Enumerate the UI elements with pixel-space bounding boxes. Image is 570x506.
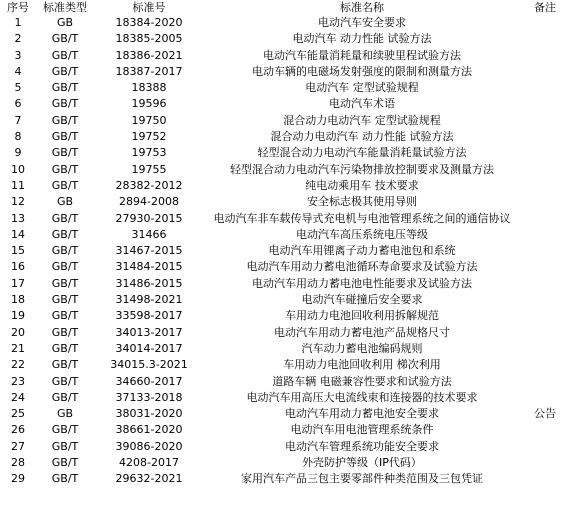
row-number: 34013-2017 (115, 325, 183, 339)
row-number: 34014-2017 (115, 341, 183, 355)
table-row (0, 276, 570, 292)
row-note (520, 113, 570, 129)
table-row (0, 194, 570, 210)
row-index: 24 (11, 390, 25, 404)
row-number: 31498-2021 (115, 293, 183, 307)
row-name: 车用动力电池回收利用 梯次利用 (283, 358, 441, 372)
table-row (0, 113, 570, 129)
row-type: GB (56, 407, 74, 421)
header-type: 标准类型 (43, 1, 87, 14)
row-type: GB/T (51, 423, 79, 437)
row-name: 车用动力电池回收利用拆解规范 (285, 309, 439, 323)
row-number: 29632-2021 (115, 472, 183, 486)
row-type: GB/T (51, 146, 79, 160)
row-note (520, 80, 570, 96)
row-number: 37133-2018 (115, 390, 183, 404)
table-row (0, 455, 570, 471)
row-type: GB/T (51, 227, 79, 241)
row-name: 电动汽车安全要求 (318, 16, 406, 29)
row-note (520, 471, 570, 487)
row-type: GB/T (51, 32, 79, 46)
table-row (0, 243, 570, 259)
row-number: 18384-2020 (115, 16, 183, 29)
row-type: GB/T (51, 130, 79, 144)
row-number: 19755 (131, 162, 167, 176)
row-name: 电动汽车 定型试验规程 (305, 81, 419, 95)
row-index: 27 (11, 439, 25, 453)
row-type: GB/T (51, 113, 79, 127)
row-type: GB/T (51, 48, 79, 62)
row-index: 1 (14, 16, 22, 29)
row-number: 28382-2012 (115, 178, 183, 192)
row-index: 17 (11, 276, 25, 290)
table-row (0, 162, 570, 178)
row-index: 26 (11, 423, 25, 437)
row-index: 11 (11, 178, 25, 192)
row-type: GB/T (51, 81, 79, 95)
table-row (0, 374, 570, 390)
row-note (520, 15, 570, 31)
row-note (520, 276, 570, 292)
row-note (520, 439, 570, 455)
row-type: GB/T (51, 374, 79, 388)
table-body (0, 15, 570, 488)
table-row (0, 439, 570, 455)
row-type: GB/T (51, 97, 79, 111)
row-number: 34015.3-2021 (110, 358, 188, 372)
row-number: 27930-2015 (115, 211, 183, 225)
row-name: 电动汽车用锂离子动力蓄电池包和系统 (268, 244, 456, 258)
table-row (0, 259, 570, 275)
row-index: 10 (11, 162, 25, 176)
row-note (520, 325, 570, 341)
row-name: 混合动力电动汽车 定型试验规程 (283, 113, 441, 127)
row-index: 18 (11, 293, 25, 307)
table-row (0, 325, 570, 341)
header-row (0, 0, 570, 15)
row-name: 电动汽车能量消耗量和续驶里程试验方法 (263, 48, 461, 62)
row-type: GB/T (51, 439, 79, 453)
row-type: GB/T (51, 309, 79, 323)
table-row (0, 145, 570, 161)
row-name: 电动汽车高压系统电压等级 (296, 227, 428, 241)
row-number: 31484-2015 (115, 260, 183, 274)
header-number: 标准号 (132, 1, 166, 14)
row-name: 电动汽车用电池管理系统条件 (290, 423, 434, 437)
row-note (520, 390, 570, 406)
row-type: GB (56, 16, 74, 29)
table-row (0, 211, 570, 227)
row-number: 33598-2017 (115, 309, 183, 323)
row-note (520, 227, 570, 243)
row-index: 28 (11, 456, 25, 470)
row-number: 39086-2020 (115, 439, 183, 453)
row-index: 8 (14, 130, 22, 144)
header-index: 序号 (7, 1, 29, 14)
row-index: 7 (14, 113, 22, 127)
row-note: 公告 (534, 407, 556, 421)
row-index: 16 (11, 260, 25, 274)
row-note (520, 259, 570, 275)
row-type: GB/T (51, 325, 79, 339)
table-row (0, 80, 570, 96)
table-row (0, 129, 570, 145)
row-index: 3 (14, 48, 22, 62)
row-note (520, 96, 570, 112)
table-row (0, 341, 570, 357)
row-index: 14 (11, 227, 25, 241)
row-index: 12 (11, 195, 25, 209)
row-name: 电动汽车碰撞后安全要求 (301, 293, 423, 307)
table-row (0, 178, 570, 194)
row-name: 汽车动力蓄电池编码规则 (301, 341, 423, 355)
row-type: GB/T (51, 260, 79, 274)
row-note (520, 194, 570, 210)
table-row (0, 406, 570, 422)
row-index: 25 (11, 407, 25, 421)
row-note (520, 211, 570, 227)
header-name: 标准名称 (340, 1, 384, 14)
row-number: 18385-2005 (115, 32, 183, 46)
row-name: 轻型混合动力电动汽车能量消耗量试验方法 (257, 146, 467, 160)
row-number: 4208-2017 (119, 456, 179, 470)
row-index: 20 (11, 325, 25, 339)
row-note (520, 129, 570, 145)
row-name: 电动汽车术语 (329, 97, 395, 111)
table-row (0, 31, 570, 47)
row-number: 19752 (131, 130, 167, 144)
row-name: 电动汽车用动力蓄电池循环寿命要求及试验方法 (246, 260, 478, 274)
row-type: GB (56, 195, 74, 209)
row-note (520, 292, 570, 308)
row-note (520, 178, 570, 194)
row-name: 电动汽车用动力蓄电池产品规格尺寸 (274, 325, 450, 339)
table-row (0, 48, 570, 64)
row-number: 2894-2008 (119, 195, 179, 209)
row-index: 6 (14, 97, 22, 111)
row-type: GB/T (51, 472, 79, 486)
row-note (520, 64, 570, 80)
row-note (520, 422, 570, 438)
row-number: 31486-2015 (115, 276, 183, 290)
row-number: 18388 (131, 81, 167, 95)
row-index: 15 (11, 244, 25, 258)
row-name: 轻型混合动力电动汽车污染物排放控制要求及测量方法 (230, 162, 494, 176)
row-name: 混合动力电动汽车 动力性能 试验方法 (270, 130, 454, 144)
table-row (0, 308, 570, 324)
row-note (520, 48, 570, 64)
table-row (0, 390, 570, 406)
row-number: 18387-2017 (115, 64, 183, 78)
row-name: 纯电动乘用车 技术要求 (305, 178, 419, 192)
row-number: 18386-2021 (115, 48, 183, 62)
row-index: 9 (14, 146, 22, 160)
row-note (520, 341, 570, 357)
row-name: 电动汽车 动力性能 试验方法 (292, 32, 432, 46)
table-row (0, 471, 570, 487)
row-number: 31466 (131, 227, 167, 241)
row-type: GB/T (51, 276, 79, 290)
row-type: GB/T (51, 162, 79, 176)
row-index: 23 (11, 374, 25, 388)
header-note: 备注 (534, 1, 556, 14)
row-type: GB/T (51, 456, 79, 470)
row-type: GB/T (51, 211, 79, 225)
row-name: 电动汽车用动力蓄电池电性能要求及试验方法 (252, 276, 472, 290)
row-name: 外壳防护等级（IP代码） (302, 456, 422, 470)
row-number: 38661-2020 (115, 423, 183, 437)
row-index: 19 (11, 309, 25, 323)
row-note (520, 308, 570, 324)
row-type: GB/T (51, 358, 79, 372)
row-note (520, 357, 570, 373)
row-note (520, 455, 570, 471)
table-row (0, 227, 570, 243)
row-number: 31467-2015 (115, 244, 183, 258)
row-note (520, 31, 570, 47)
row-name: 电动车辆的电磁场发射强度的限制和测量方法 (252, 64, 472, 78)
row-number: 19753 (131, 146, 167, 160)
row-type: GB/T (51, 64, 79, 78)
row-index: 2 (14, 32, 22, 46)
row-type: GB/T (51, 341, 79, 355)
row-note (520, 162, 570, 178)
table-row (0, 15, 570, 31)
table-row (0, 292, 570, 308)
row-index: 22 (11, 358, 25, 372)
row-type: GB/T (51, 178, 79, 192)
row-number: 34660-2017 (115, 374, 183, 388)
row-number: 19596 (131, 97, 167, 111)
table-row (0, 357, 570, 373)
row-name: 电动汽车用高压大电流线束和连接器的技术要求 (246, 390, 478, 404)
row-note (520, 145, 570, 161)
row-index: 5 (14, 81, 22, 95)
row-number: 19750 (131, 113, 167, 127)
row-number: 38031-2020 (115, 407, 183, 421)
row-name: 电动汽车管理系统功能安全要求 (285, 439, 439, 453)
row-type: GB/T (51, 244, 79, 258)
row-type: GB/T (51, 390, 79, 404)
row-index: 21 (11, 341, 25, 355)
table-row (0, 96, 570, 112)
row-name: 道路车辆 电磁兼容性要求和试验方法 (272, 374, 452, 388)
row-index: 13 (11, 211, 25, 225)
row-index: 4 (14, 64, 22, 78)
row-index: 29 (11, 472, 25, 486)
row-name: 家用汽车产品三包主要零部件种类范围及三包凭证 (241, 472, 483, 486)
row-name: 安全标志极其使用导则 (307, 195, 417, 209)
row-note (520, 374, 570, 390)
row-name: 电动汽车非车载传导式充电机与电池管理系统之间的通信协议 (213, 211, 511, 225)
row-type: GB/T (51, 293, 79, 307)
table-row (0, 64, 570, 80)
row-note (520, 243, 570, 259)
row-name: 电动汽车用动力蓄电池安全要求 (285, 407, 439, 421)
table-row (0, 422, 570, 438)
